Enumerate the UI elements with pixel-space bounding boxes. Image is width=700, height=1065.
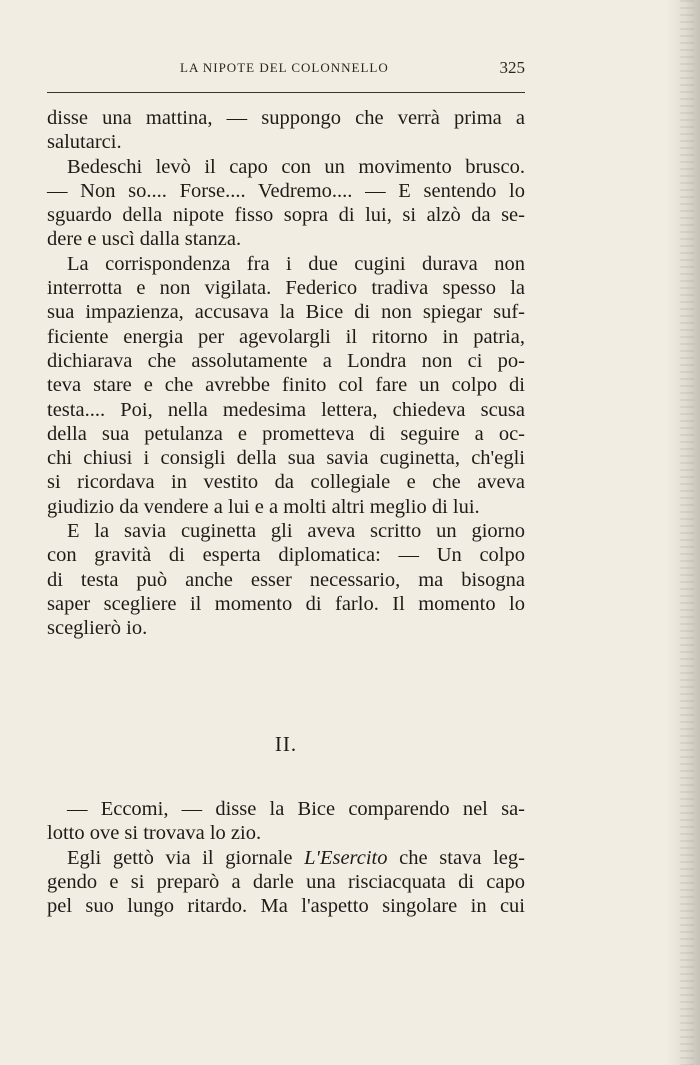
text-line: lotto ove si trovava lo zio. <box>47 822 262 845</box>
text-line: della sua petulanza e prometteva di seguire a oc- <box>47 422 525 445</box>
text-line: di testa può anche esser necessario, ma bisogna <box>47 568 525 591</box>
newspaper-title: L'Esercito <box>304 846 388 869</box>
text-line: sua impazienza, accusava la Bice di non spiegar suf- <box>47 301 525 324</box>
text-line: La corrispondenza fra i due cugini durava non <box>67 252 525 275</box>
text-line: giudizio da vendere a lui e a molti altri meglio di lui. <box>47 495 480 518</box>
page-number: 325 <box>499 58 525 77</box>
text-line: sguardo della nipote fisso sopra di lui, si alzò da se- <box>47 204 525 227</box>
text-fragment: che stava leg- <box>387 846 525 869</box>
text-line: — Eccomi, — disse la Bice comparendo nel sa- <box>67 798 525 820</box>
text-line: disse una mattina, — suppongo che verrà prima a <box>47 107 525 129</box>
text-line: salutarci. <box>47 131 122 154</box>
text-line: si ricordava in vestito da collegiale e che aveva <box>47 471 525 494</box>
text-line: pel suo lungo ritardo. Ma l'aspetto singolare in cui <box>47 895 525 918</box>
text-line: — Non so.... Forse.... Vedremo.... — E sentendo lo <box>47 179 525 202</box>
running-head: LA NIPOTE DEL COLONNELLO <box>180 60 389 75</box>
text-fragment: Egli gettò via il giornale <box>67 846 305 869</box>
text-line: dichiarava che assolutamente a Londra non ci po- <box>47 349 525 372</box>
chapter-heading: II. <box>274 732 298 756</box>
text-line: interrotta e non vigilata. Federico tradiva spesso la <box>47 277 525 300</box>
text-line: con gravità di esperta diplomatica: — Un colpo <box>47 544 525 567</box>
header-rule <box>47 92 525 93</box>
text-line: sceglierò io. <box>47 617 148 640</box>
page-edge-shadow <box>666 0 700 1065</box>
text-line: E la savia cuginetta gli aveva scritto un giorno <box>67 520 525 543</box>
page-header <box>47 60 525 84</box>
text-line: saper scegliere il momento di farlo. Il momento lo <box>47 592 525 615</box>
text-line: chi chiusi i consigli della sua savia cuginetta, ch'egli <box>47 447 525 470</box>
body-text-section-2 <box>47 797 525 918</box>
text-line: Bedeschi levò il capo con un movimento brusco. <box>67 155 525 178</box>
text-line: gendo e si preparò a darle una risciacquata di capo <box>47 870 525 893</box>
text-line: testa.... Poi, nella medesima lettera, chiedeva scusa <box>47 398 525 421</box>
text-line: dere e uscì dalla stanza. <box>47 228 242 251</box>
body-text-section-1 <box>47 106 525 641</box>
text-line-with-italic <box>47 846 525 870</box>
text-line: teva stare e che avrebbe finito col fare un colpo di <box>47 374 525 397</box>
text-line: ficiente energia per agevolargli il ritorno in patria, <box>47 325 525 348</box>
